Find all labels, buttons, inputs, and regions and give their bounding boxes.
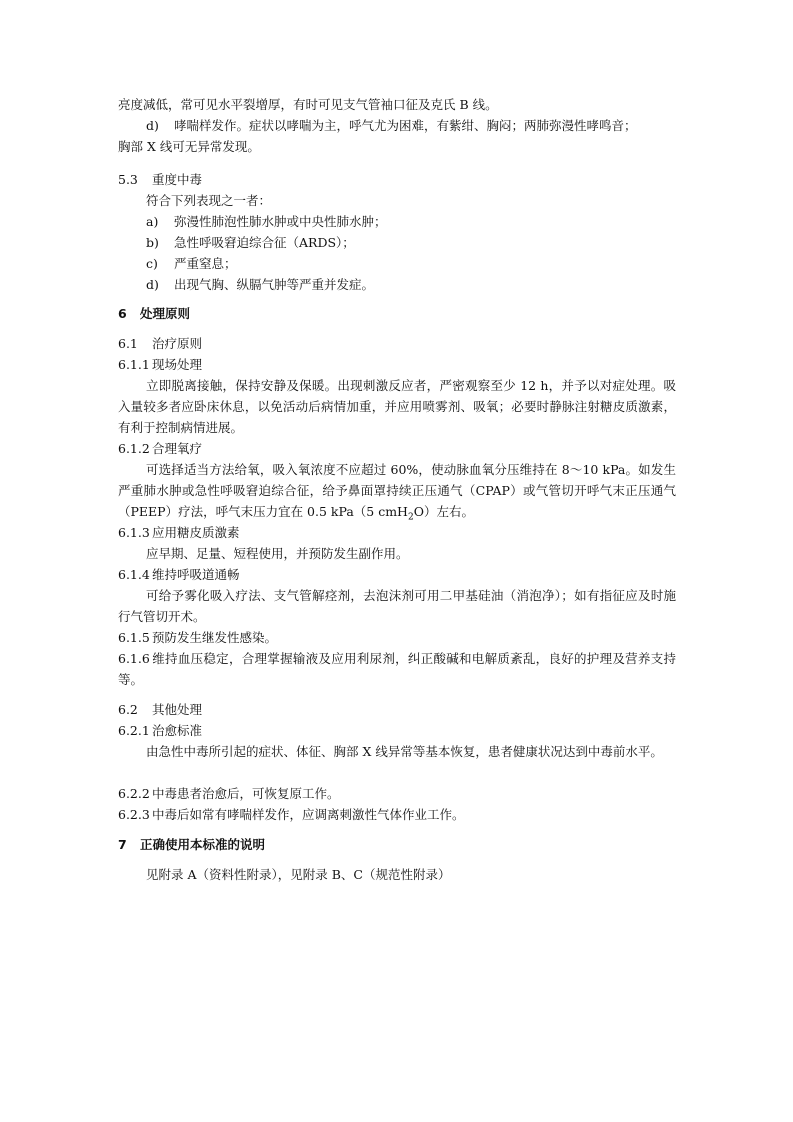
item-label: b) — [146, 235, 159, 250]
paragraph-6-1-1: 立即脱离接触，保持安静及保暖。出现刺激反应者，严密观察至少 12 h，并予以对症处理。吸入量较多者应卧床休息，以免活动后病情加重，并应用喷雾剂、吸氧；必要时静脉注射糖皮质激素，有利于控制病情进展。 — [118, 378, 676, 435]
section-heading-6-1-4 — [118, 564, 240, 585]
chapter-number: 6 — [118, 306, 127, 321]
section-number: 6.2.2 — [118, 786, 150, 801]
item-text: 出现气胸、纵膈气肿等严重并发症。 — [174, 277, 375, 292]
item-text: 急性呼吸窘迫综合征（ARDS）； — [174, 235, 355, 250]
section-6-2-3 — [118, 804, 465, 825]
section-heading-5-3 — [118, 169, 202, 190]
section-number: 6.2.1 — [118, 723, 150, 738]
list-item-d — [146, 115, 637, 136]
list-item — [146, 274, 374, 295]
section-number: 6.1.5 — [118, 630, 150, 645]
chapter-title: 处理原则 — [140, 306, 191, 321]
section-number: 6.2 — [118, 702, 138, 717]
chapter-heading-6 — [118, 303, 190, 325]
chapter-number: 7 — [118, 837, 127, 852]
section-text: 中毒后如常有哮喘样发作，应调离刺激性气体作业工作。 — [152, 807, 465, 822]
section-number: 6.1.1 — [118, 357, 150, 372]
section-heading-6-1-3 — [118, 522, 240, 543]
section-heading-6-1 — [118, 333, 202, 354]
section-number: 5.3 — [118, 172, 138, 187]
section-number: 6.1.3 — [118, 525, 150, 540]
section-heading-6-1-2 — [118, 438, 202, 459]
section-title: 现场处理 — [152, 357, 203, 372]
subscript: 2 — [407, 512, 414, 523]
item-text: 弥漫性肺泡性肺水肿或中央性肺水肿； — [174, 214, 387, 229]
item-label: a) — [146, 214, 159, 229]
section-heading-6-2 — [118, 699, 202, 720]
item-text: 严重窒息； — [174, 256, 237, 271]
paragraph-6-1-2 — [118, 459, 676, 529]
item-text: 哮喘样发作。症状以哮喘为主，呼气尤为困难，有紫绀、胸闷；两肺弥漫性哮鸣音； — [174, 118, 637, 133]
item-label: d) — [146, 277, 159, 292]
section-title: 治愈标准 — [152, 723, 203, 738]
section-text: 预防发生继发性感染。 — [152, 630, 278, 645]
list-item — [146, 232, 355, 253]
section-title: 治疗原则 — [152, 336, 203, 351]
paragraph-6-1-3: 应早期、足量、短程使用，并预防发生副作用。 — [146, 546, 409, 561]
paragraph-7: 见附录 A（资料性附录），见附录 B、C（规范性附录） — [146, 867, 451, 882]
section-text: 中毒患者治愈后，可恢复原工作。 — [152, 786, 340, 801]
lead-text: 符合下列表现之一者： — [146, 193, 272, 208]
item-label: c) — [146, 256, 158, 271]
intro-line: 亮度减低，常可见水平裂增厚，有时可见支气管袖口征及克氏 B 线。 — [118, 97, 498, 112]
section-title: 其他处理 — [152, 702, 203, 717]
section-heading-6-2-1 — [118, 720, 202, 741]
section-6-1-5 — [118, 627, 277, 648]
intro-continuation: 胸部 X 线可无异常发现。 — [118, 139, 260, 154]
paragraph-6-2-1: 由急性中毒所引起的症状、体征、胸部 X 线异常等基本恢复，患者健康状况达到中毒前水平。 — [146, 744, 663, 759]
section-title: 维持呼吸道通畅 — [152, 567, 240, 582]
item-label: d) — [146, 118, 159, 133]
section-number: 6.1 — [118, 336, 138, 351]
section-heading-6-1-1 — [118, 354, 202, 375]
section-text: 维持血压稳定，合理掌握输液及应用利尿剂，纠正酸碱和电解质紊乱，良好的护理及营养支持等。 — [118, 651, 676, 687]
list-item — [146, 253, 237, 274]
chapter-title: 正确使用本标准的说明 — [140, 837, 266, 852]
section-6-1-6 — [118, 648, 676, 690]
list-item — [146, 211, 387, 232]
paragraph-6-1-4: 可给予雾化吸入疗法、支气管解痉剂，去泡沫剂可用二甲基硅油（消泡净）；如有指征应及时施行气管切开术。 — [118, 588, 676, 624]
section-title: 重度中毒 — [152, 172, 203, 187]
section-title: 合理氧疗 — [152, 441, 203, 456]
section-title: 应用糖皮质激素 — [152, 525, 240, 540]
section-6-2-2 — [118, 783, 340, 804]
section-number: 6.1.4 — [118, 567, 150, 582]
section-number: 6.1.2 — [118, 441, 150, 456]
paragraph-text: O）左右。 — [413, 504, 474, 519]
paragraph-text: 可选择适当方法给氧，吸入氧浓度不应超过 60%，使动脉血氧分压维持在 8～10 kPa。如发生严重肺水肿或急性呼吸窘迫综合征，给予鼻面罩持续正压通气（CPAP）或气管切开呼气末正压通气（PEEP）疗法，呼气末压力宜在 0.5 kPa（5 cmH — [118, 462, 676, 519]
section-number: 6.2.3 — [118, 807, 150, 822]
section-number: 6.1.6 — [118, 651, 150, 666]
chapter-heading-7 — [118, 834, 265, 856]
